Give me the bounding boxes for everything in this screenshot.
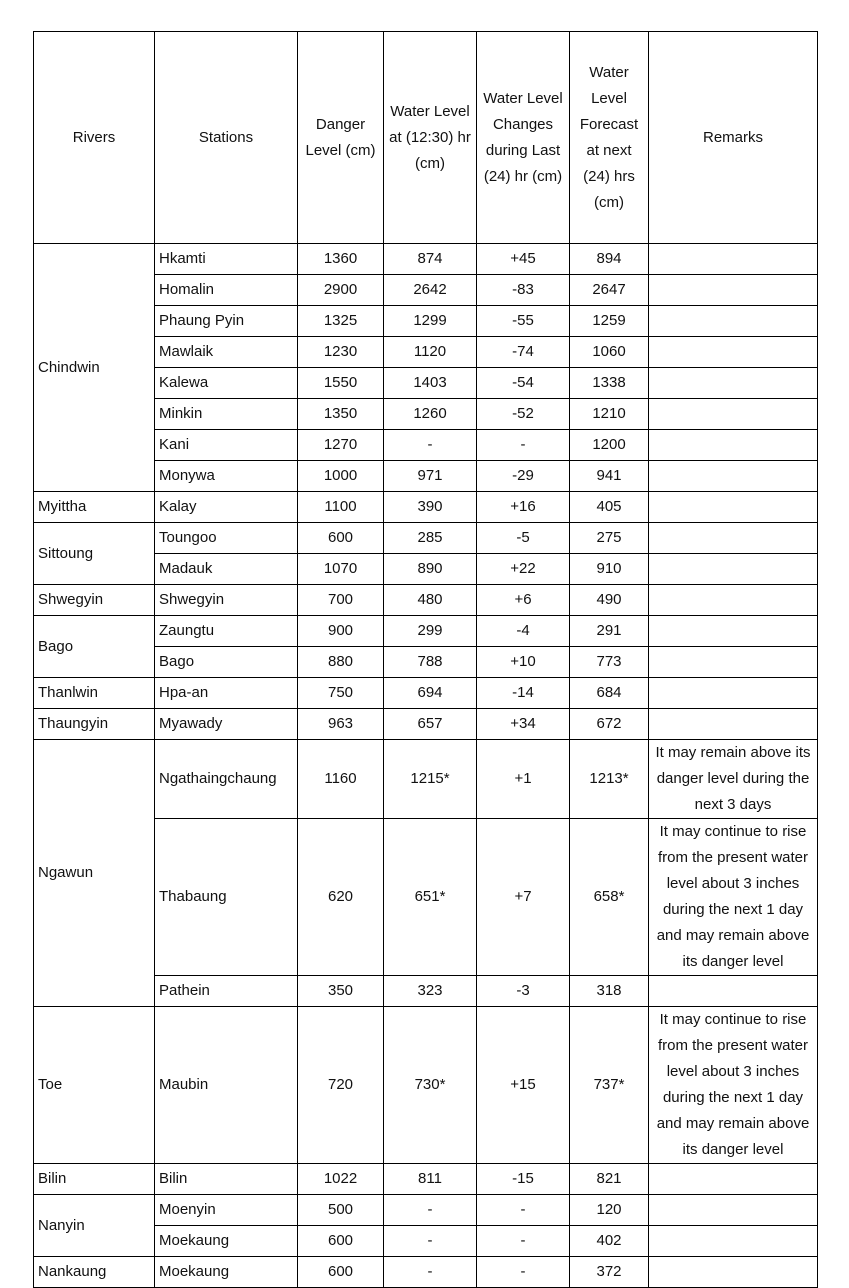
forecast-level: 672	[570, 709, 649, 740]
water-level: 890	[384, 554, 477, 585]
station-name: Thabaung	[155, 819, 298, 976]
table-row	[34, 585, 818, 616]
forecast-level: 684	[570, 678, 649, 709]
level-change: -52	[477, 399, 570, 430]
table-row	[34, 1007, 818, 1164]
remark	[649, 1226, 818, 1257]
level-change: -55	[477, 306, 570, 337]
level-change: -15	[477, 1164, 570, 1195]
level-change: -	[477, 430, 570, 461]
river-name: Thanlwin	[34, 678, 155, 709]
level-change: -	[477, 1195, 570, 1226]
forecast-level: 405	[570, 492, 649, 523]
forecast-level: 773	[570, 647, 649, 678]
remark	[649, 337, 818, 368]
table-row	[34, 709, 818, 740]
header-row	[34, 32, 818, 244]
header-danger-level: Danger Level (cm)	[298, 32, 384, 244]
danger-level: 900	[298, 616, 384, 647]
water-level: 694	[384, 678, 477, 709]
forecast-level: 821	[570, 1164, 649, 1195]
remark	[649, 678, 818, 709]
level-change: +1	[477, 740, 570, 819]
danger-level: 1350	[298, 399, 384, 430]
water-level: 390	[384, 492, 477, 523]
water-level: 480	[384, 585, 477, 616]
station-name: Ngathaingchaung	[155, 740, 298, 819]
station-name: Hkamti	[155, 244, 298, 275]
station-name: Bilin	[155, 1164, 298, 1195]
remark: It may continue to rise from the present water level about 3 inches during the next 1 day and may remain above its danger level	[649, 819, 818, 976]
river-name: Bago	[34, 616, 155, 678]
danger-level: 1230	[298, 337, 384, 368]
danger-level: 880	[298, 647, 384, 678]
forecast-level: 1200	[570, 430, 649, 461]
station-name: Bago	[155, 647, 298, 678]
table-row	[34, 678, 818, 709]
forecast-level: 1060	[570, 337, 649, 368]
station-name: Monywa	[155, 461, 298, 492]
level-change: -29	[477, 461, 570, 492]
level-change: -3	[477, 976, 570, 1007]
table-row	[34, 1195, 818, 1226]
remark	[649, 368, 818, 399]
water-level: 1299	[384, 306, 477, 337]
remark	[649, 1164, 818, 1195]
danger-level: 600	[298, 523, 384, 554]
danger-level: 1100	[298, 492, 384, 523]
river-name: Sittoung	[34, 523, 155, 585]
water-level: -	[384, 1226, 477, 1257]
table-row	[34, 1164, 818, 1195]
remark	[649, 306, 818, 337]
table-row	[34, 244, 818, 275]
remark	[649, 709, 818, 740]
level-change: -74	[477, 337, 570, 368]
water-level: 811	[384, 1164, 477, 1195]
remark	[649, 554, 818, 585]
station-name: Kalewa	[155, 368, 298, 399]
header-water-level: Water Level at (12:30) hr (cm)	[384, 32, 477, 244]
header-level-changes: Water Level Changes during Last (24) hr (cm)	[477, 32, 570, 244]
station-name: Zaungtu	[155, 616, 298, 647]
level-change: +16	[477, 492, 570, 523]
station-name: Phaung Pyin	[155, 306, 298, 337]
level-change: +7	[477, 819, 570, 976]
station-name: Moekaung	[155, 1226, 298, 1257]
water-level: 285	[384, 523, 477, 554]
remark	[649, 275, 818, 306]
table-row	[34, 492, 818, 523]
level-change: +45	[477, 244, 570, 275]
water-level: 1215*	[384, 740, 477, 819]
water-level: 299	[384, 616, 477, 647]
forecast-level: 120	[570, 1195, 649, 1226]
river-name: Chindwin	[34, 244, 155, 492]
remark: It may continue to rise from the present water level about 3 inches during the next 1 day and may remain above its danger level	[649, 1007, 818, 1164]
remark	[649, 647, 818, 678]
level-change: -54	[477, 368, 570, 399]
level-change: +6	[477, 585, 570, 616]
station-name: Myawady	[155, 709, 298, 740]
forecast-level: 1259	[570, 306, 649, 337]
river-name: Myittha	[34, 492, 155, 523]
header-rivers: Rivers	[34, 32, 155, 244]
remark	[649, 1257, 818, 1288]
station-name: Mawlaik	[155, 337, 298, 368]
station-name: Hpa-an	[155, 678, 298, 709]
remark	[649, 585, 818, 616]
station-name: Madauk	[155, 554, 298, 585]
forecast-level: 490	[570, 585, 649, 616]
remark	[649, 976, 818, 1007]
header-stations: Stations	[155, 32, 298, 244]
remark: It may remain above its danger level during the next 3 days	[649, 740, 818, 819]
water-level: -	[384, 1257, 477, 1288]
water-level: 2642	[384, 275, 477, 306]
danger-level: 1022	[298, 1164, 384, 1195]
forecast-level: 737*	[570, 1007, 649, 1164]
river-name: Ngawun	[34, 740, 155, 1007]
water-level: 874	[384, 244, 477, 275]
danger-level: 1070	[298, 554, 384, 585]
danger-level: 600	[298, 1257, 384, 1288]
station-name: Pathein	[155, 976, 298, 1007]
danger-level: 500	[298, 1195, 384, 1226]
danger-level: 750	[298, 678, 384, 709]
water-level: 730*	[384, 1007, 477, 1164]
forecast-level: 941	[570, 461, 649, 492]
level-change: +34	[477, 709, 570, 740]
station-name: Shwegyin	[155, 585, 298, 616]
station-name: Kalay	[155, 492, 298, 523]
level-change: -4	[477, 616, 570, 647]
remark	[649, 616, 818, 647]
remark	[649, 430, 818, 461]
forecast-level: 910	[570, 554, 649, 585]
water-level: 651*	[384, 819, 477, 976]
water-level: 971	[384, 461, 477, 492]
river-name: Nanyin	[34, 1195, 155, 1257]
level-change: +22	[477, 554, 570, 585]
danger-level: 600	[298, 1226, 384, 1257]
level-change: -83	[477, 275, 570, 306]
forecast-level: 291	[570, 616, 649, 647]
remark	[649, 244, 818, 275]
table-row	[34, 740, 818, 819]
level-change: -	[477, 1257, 570, 1288]
table-row	[34, 523, 818, 554]
forecast-level: 658*	[570, 819, 649, 976]
river-name: Toe	[34, 1007, 155, 1164]
station-name: Moenyin	[155, 1195, 298, 1226]
forecast-level: 1338	[570, 368, 649, 399]
table-row	[34, 616, 818, 647]
station-name: Kani	[155, 430, 298, 461]
forecast-level: 372	[570, 1257, 649, 1288]
forecast-level: 275	[570, 523, 649, 554]
table-body	[34, 244, 818, 1288]
water-level: 788	[384, 647, 477, 678]
forecast-level: 1213*	[570, 740, 649, 819]
water-level: 1120	[384, 337, 477, 368]
remark	[649, 492, 818, 523]
danger-level: 1160	[298, 740, 384, 819]
forecast-level: 1210	[570, 399, 649, 430]
danger-level: 700	[298, 585, 384, 616]
water-level: 323	[384, 976, 477, 1007]
remark	[649, 399, 818, 430]
danger-level: 1550	[298, 368, 384, 399]
station-name: Toungoo	[155, 523, 298, 554]
danger-level: 350	[298, 976, 384, 1007]
water-level: -	[384, 1195, 477, 1226]
danger-level: 1360	[298, 244, 384, 275]
danger-level: 1325	[298, 306, 384, 337]
river-name: Shwegyin	[34, 585, 155, 616]
table-row	[34, 1257, 818, 1288]
remark	[649, 461, 818, 492]
header-forecast: Water Level Forecast at next (24) hrs (cm)	[570, 32, 649, 244]
danger-level: 963	[298, 709, 384, 740]
header-remarks: Remarks	[649, 32, 818, 244]
river-name: Thaungyin	[34, 709, 155, 740]
forecast-level: 402	[570, 1226, 649, 1257]
danger-level: 1000	[298, 461, 384, 492]
water-level: -	[384, 430, 477, 461]
danger-level: 1270	[298, 430, 384, 461]
remark	[649, 523, 818, 554]
danger-level: 620	[298, 819, 384, 976]
forecast-level: 2647	[570, 275, 649, 306]
water-level-table	[33, 31, 818, 1288]
station-name: Minkin	[155, 399, 298, 430]
danger-level: 2900	[298, 275, 384, 306]
water-level: 1403	[384, 368, 477, 399]
water-level: 657	[384, 709, 477, 740]
level-change: -14	[477, 678, 570, 709]
river-name: Bilin	[34, 1164, 155, 1195]
forecast-level: 318	[570, 976, 649, 1007]
danger-level: 720	[298, 1007, 384, 1164]
remark	[649, 1195, 818, 1226]
water-level: 1260	[384, 399, 477, 430]
station-name: Homalin	[155, 275, 298, 306]
station-name: Moekaung	[155, 1257, 298, 1288]
level-change: -	[477, 1226, 570, 1257]
level-change: +15	[477, 1007, 570, 1164]
level-change: -5	[477, 523, 570, 554]
station-name: Maubin	[155, 1007, 298, 1164]
river-name: Nankaung	[34, 1257, 155, 1288]
level-change: +10	[477, 647, 570, 678]
forecast-level: 894	[570, 244, 649, 275]
